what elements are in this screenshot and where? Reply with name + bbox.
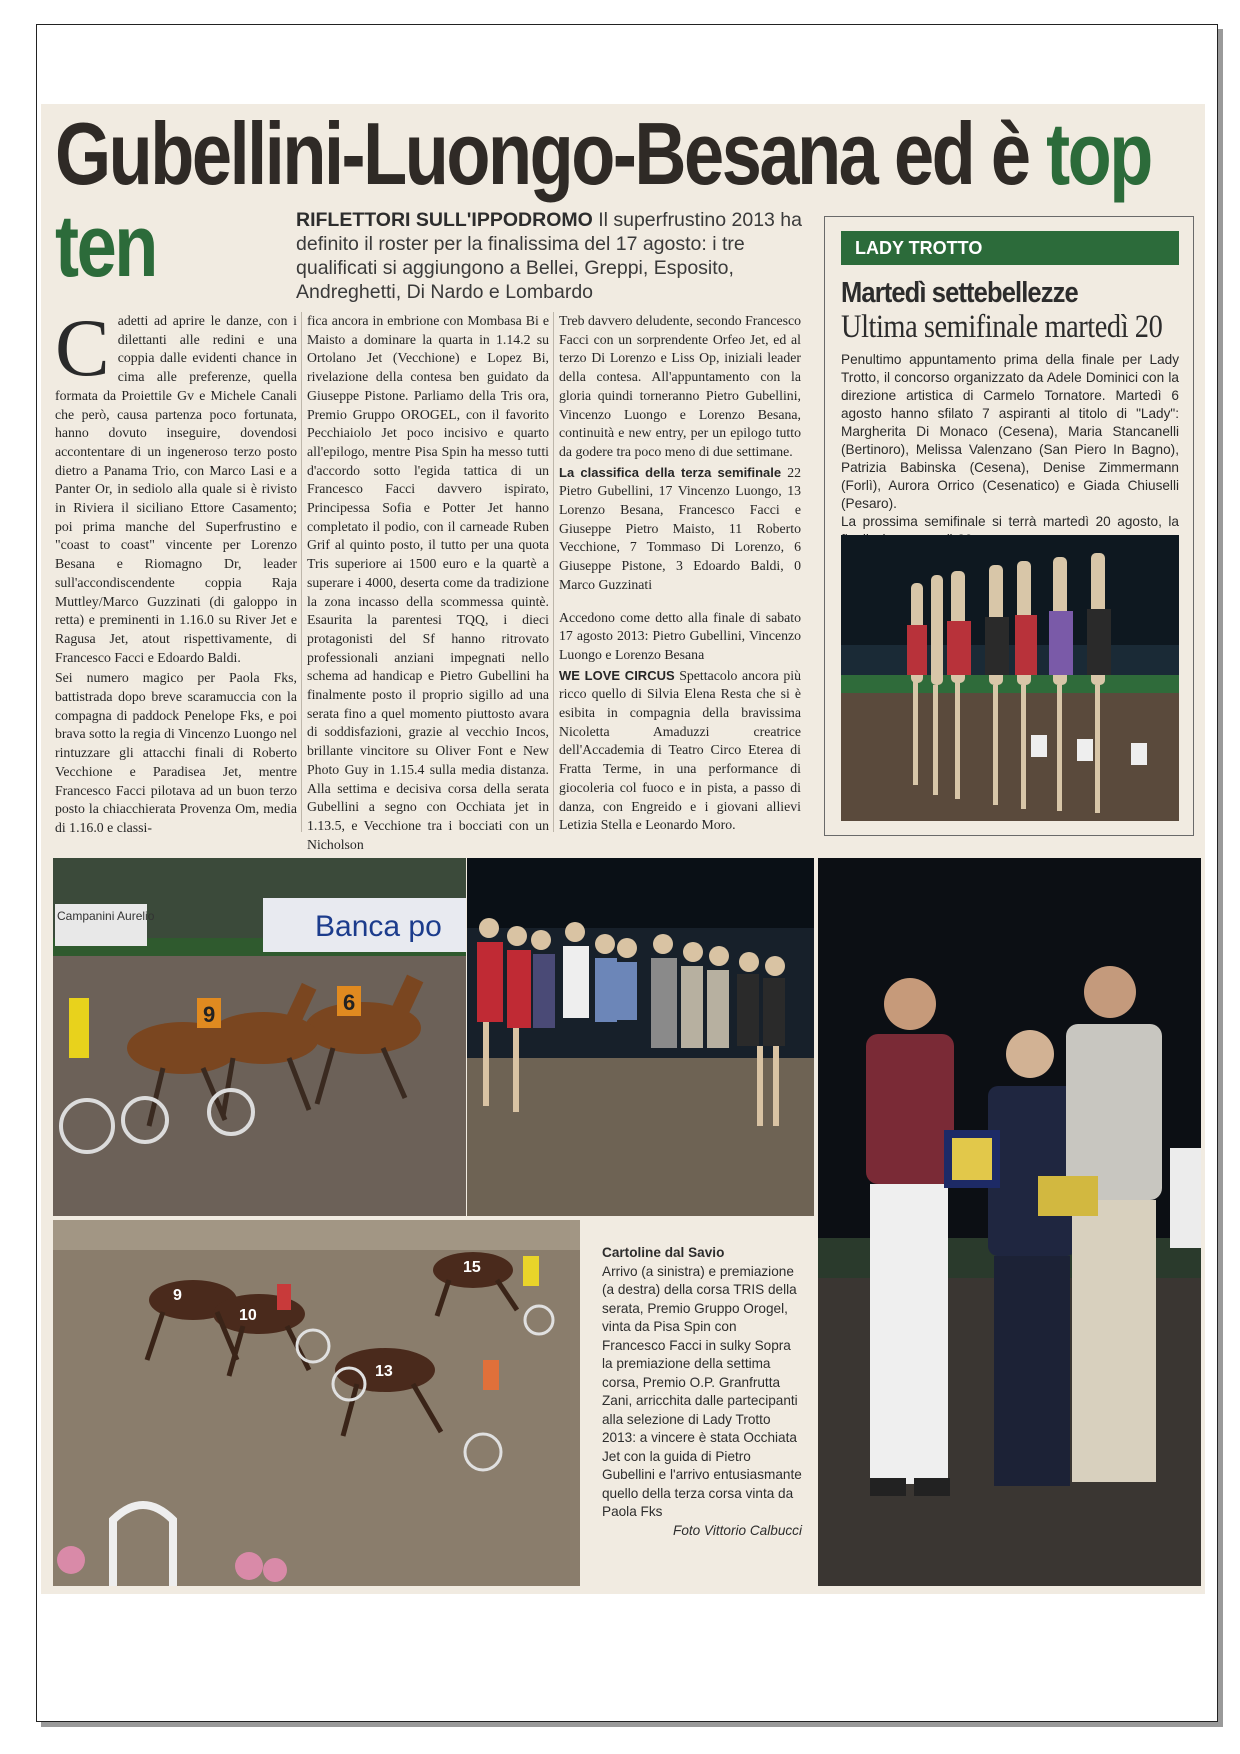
- article-column-1: [55, 302, 297, 840]
- race-action-photo: [53, 1220, 580, 1586]
- headline: [55, 104, 1151, 203]
- standings-text: 22 Pietro Gubellini, 17 Vincenzo Luongo, 13 Lorenzo Besana, Francesco Facci e Giuseppe Pietro Maisto, 11 Roberto Vecchione, 7 Tommaso Di Lorenzo, 6 Giuseppe Pistone, 3 Edoardo Baldi, 0 Marco Guzzinati: [559, 464, 801, 592]
- standfirst-text: Il superfrustino 2013 ha definito il roster per la finalissima del 17 agosto: i tre qualificati si aggiungono a Bellei, Greppi, Esposito, Andreghetti, Di Nardo e Lombardo: [296, 209, 802, 303]
- bib-9: 9: [173, 1287, 182, 1304]
- sidebar-box: [824, 216, 1194, 836]
- caption-text: Arrivo (a sinistra) e premiazione (a destra) della corsa TRIS della serata, Premio Gruppo Orogel, vinta da Pisa Spin con Francesco Facci in sulky Sopra la premiazione della settima corsa, Premio O.P. Granfrutta Zani, arricchita dalle partecipanti alla selezione di Lady Trotto 2013: a vincere è stata Occhiata Jet con la guida di Pietro Gubellini e l'arrivo entusiasmante quello della terza corsa vinta da Paola Fks: [602, 1263, 802, 1519]
- sidebar-paragraph: La prossima semifinale si terrà martedì 20 agosto, la: [841, 514, 1179, 529]
- sidebar-paragraph: Penultimo appuntamento prima della finale per Lady Trotto, il concorso organizzato da Adele Dominici con la direzione artistica di Carmelo Tornatore. Martedì 6 agosto hanno sfilato 7 aspiranti al titolo di "Lady": Margherita Di Monaco (Cesena), Maria Stancanelli (Bertinoro), Melissa Valenzano (San Piero In Bagno), Patrizia Babinska (Cesena), Denise Zimmermann (Forlì), Aurora Orrico (Cesenatico) e Giada Chiuselli (Pesaro).: [841, 352, 1179, 511]
- race-finish-photo: [53, 858, 466, 1216]
- lady-trotto-photo: [841, 535, 1179, 821]
- paragraph: Treb davvero deludente, secondo Francesco Facci con un sorprendente Orfeo Jet, ed al terzo Di Lorenzo e Liss Op, iniziali leader della contesa. All'appuntamento con la gloria quindi torneranno Pietro Gubellini, Vincenzo Luongo e Lorenzo Besana, continuità e new entry, per un epilogo tutto da godere tra poco meno di due settimane.: [559, 313, 802, 459]
- standings: [559, 464, 801, 595]
- paragraph: fica ancora in embrione con Mombasa Bi e Maisto a dominare la quarta in 1.14.2 su Ortolano Jet (Vecchione) e Lopez Bi, rivelazione della contesa ben guidato da Giuseppe Pistone. Parliamo della Tris ora, Premio Gruppo OROGEL, con il favorito Pecchiaiolo Jet poco incisivo e quarto all'epilogo, mentre Pisa Spin ha messo tutti d'accordo sotto l'egida tattica di un Francesco Facci davvero ispirato, Principessa Sofia e Potter Jet hanno completato il podio, con il carneade Ruben Grif al quinto posto, il tutto per una quota Tris superiore ai 1500 euro e la quartè a superare i 4000, deserta come da tradizione la zona incasso della scommessa quintè. Esaurita la parentesi TQQ, i dieci protagonisti del Sf hanno ritrovato professionali anziani impegnati nello schema ad handicap e Pietro Gubellini ha finalmente posto il proprio sigillo ad una serata fino a quel momento piuttosto avara di soddisfazioni, grazie al vecchio Incos, brillante vincitore su Oliver Font e New Photo Guy in 1.15.4 sulla media distanza. Alla settima e decisiva corsa della serata Gubellini a segno con Occhiata jet in 1.13.5, e Vecchione tra i bocciati con un Nicholson: [307, 313, 549, 852]
- bib-6: 6: [343, 990, 356, 1015]
- photo-credit: Foto Vittorio Calbucci: [673, 1522, 802, 1538]
- paragraph: Sei numero magico per Paola Fks, battistrada dopo breve scaramuccia con la compagna di paddock Penelope Fks, e poi brava sotto la regia di Vincenzo Luongo nel rintuzzare gli attacchi finali di Roberto Vecchione e Paradisea Jet, mentre Francesco Facci pilotava ad un buon terzo posto la chiacchierata Provenza Om, media di 1.16.0 e classi-: [55, 670, 297, 835]
- sidebar-tag: LADY TROTTO: [841, 231, 1179, 265]
- sign-campanini: Campanini Aurelio: [57, 909, 155, 923]
- paragraph: Accedono come detto alla finale di sabato 17 agosto 2013: Pietro Gubellini, Vincenzo Luongo e Lorenzo Besana: [559, 609, 801, 662]
- sign-bank: Banca po: [315, 910, 442, 943]
- circus-label: WE LOVE CIRCUS: [559, 667, 675, 683]
- article-column-3: [559, 312, 801, 837]
- dropcap: C: [55, 302, 110, 393]
- column-divider: [553, 312, 554, 832]
- headline-main: Gubellini-Luongo-Besana ed è: [55, 104, 1047, 203]
- standfirst: [296, 208, 816, 304]
- kicker: RIFLETTORI SULL'IPPODROMO: [296, 209, 593, 231]
- headline-accent: top: [1046, 104, 1151, 203]
- sidebar-title: Martedì settebellezze: [841, 277, 1078, 309]
- circus-text: Spettacolo ancora più ricco quello di Silvia Elena Resta che si è esibita in compagnia della bravissima Nicoletta Amaduzzi creatrice dell'Accademia di Teatro Circo Eterea di Fratta Terme, in una performance di giocoleria col fuoco e in pista, a passo di danza, con Engreido e i giovani allievi Letizia Stella e Leonardo Moro.: [559, 667, 801, 833]
- sidebar-subtitle: Ultima semifinale martedì 20: [841, 309, 1163, 345]
- paragraph: adetti ad aprire le danze, con i dilettanti alle redini e una coppia dalle evidenti chance in cima alle preferenze, quella formata da Proiettile Gv e Michele Canali che però, causa partenza poco fortunata, hanno dovuto inseguire, dovendosi accontentare di un ingeneroso terzo posto dietro a Panama Trio, con Marco Lasi e a Panter Or, in sediolo alla quale si è rivisto in Riviera il siciliano Ettore Casamento; poi prima manche del Superfrustino e "coast to coast" vincente per Lorenzo Besana e Riomagno Dr, leader sull'accondiscendente coppia Raja Muttley/Marco Guzzinati (di galoppo in retta) e preminenti in 1.16.0 su River Jet e Ragusa Jet, atout rispettivamente, di Francesco Facci e Edoardo Baldi.: [55, 313, 297, 665]
- headline-line2: ten: [55, 196, 156, 295]
- photo-caption: [602, 1244, 802, 1540]
- bib-10: 10: [239, 1307, 257, 1324]
- sidebar-text: [841, 351, 1179, 549]
- standings-label: La classifica della terza semifinale: [559, 464, 782, 480]
- trophy-ceremony-photo: [818, 858, 1201, 1586]
- column-divider: [301, 312, 302, 832]
- bib-13: 13: [375, 1363, 393, 1380]
- newspaper-clipping: [41, 104, 1205, 1594]
- article-column-2: [307, 312, 549, 856]
- bib-15: 15: [463, 1259, 481, 1276]
- caption-title: Cartoline dal Savio: [602, 1245, 725, 1260]
- circus-paragraph: [559, 667, 801, 835]
- award-group-photo: [467, 858, 814, 1216]
- bib-9: 9: [203, 1002, 216, 1027]
